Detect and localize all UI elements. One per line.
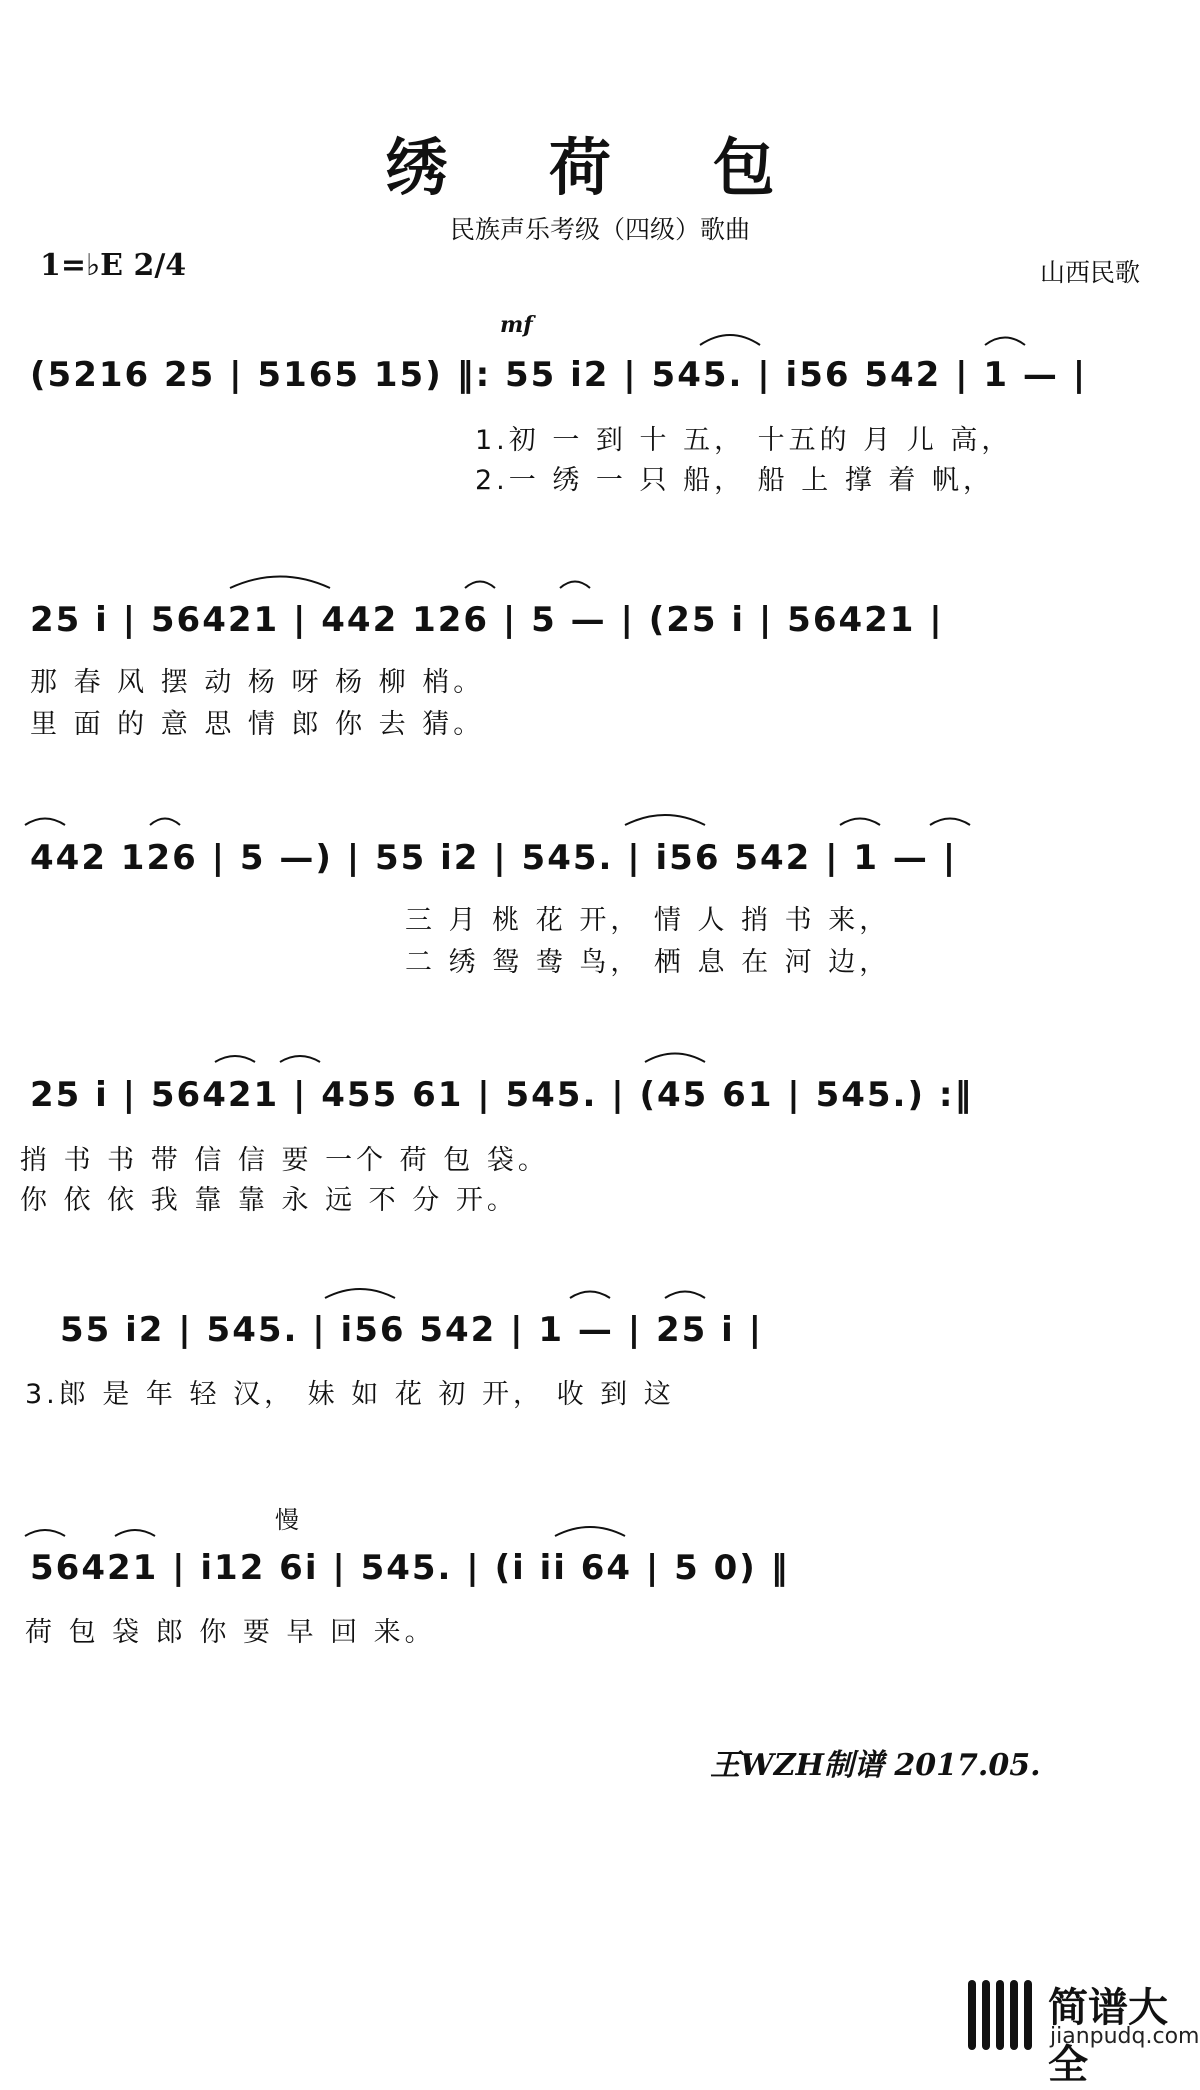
key-signature: 1=♭E 2/4 <box>40 248 187 283</box>
notation-row-3: 442 126 | 5 —) | 55 i2 | 545. | i56 542 | 1 — | <box>30 838 958 878</box>
site-logo <box>968 1972 1200 2088</box>
notation-row-2: 25 i | 56421 | 442 126 | 5 — | (25 i | 56421 | <box>30 600 944 640</box>
notation-row-4: 25 i | 56421 | 455 61 | 545. | (45 61 | 545.) :‖ <box>30 1075 974 1115</box>
lyric-row-1-verse-1: 1.初 一 到 十 五， 十五的 月 儿 高， <box>475 425 1013 456</box>
lyric-row-5-verse-3: 3.郎 是 年 轻 汉， 妹 如 花 初 开， 收 到 这 <box>25 1379 675 1410</box>
piano-keys-icon <box>968 1980 1038 2050</box>
lyric-row-4-verse-1: 捎 书 书 带 信 信 要 一个 荷 包 袋。 <box>20 1145 549 1176</box>
lyric-row-2-verse-1: 那 春 风 摆 动 杨 呀 杨 柳 梢。 <box>30 667 485 698</box>
lyric-row-6-verse-3: 荷 包 袋 郎 你 要 早 回 来。 <box>25 1617 436 1648</box>
dynamic-mark: mf <box>500 312 533 338</box>
lyric-row-3-verse-2: 二 绣 鸳 鸯 鸟， 栖 息 在 河 边， <box>405 947 891 978</box>
tempo-mark: 慢 <box>275 1506 299 1534</box>
lyric-row-4-verse-2: 你 依 依 我 靠 靠 永 远 不 分 开。 <box>20 1185 518 1216</box>
notation-row-6: 56421 | i12 6i | 545. | (i ii 64 | 5 0) ‖ <box>30 1548 790 1588</box>
notation-row-1: (5216 25 | 5165 15) ‖: 55 i2 | 545. | i56 542 | 1 — | <box>30 355 1088 395</box>
lyric-row-2-verse-2: 里 面 的 意 思 情 郎 你 去 猜。 <box>30 709 485 740</box>
transcriber-credit: 王WZH制谱 2017.05. <box>710 1748 1041 1783</box>
lyric-row-1-verse-2: 2.一 绣 一 只 船， 船 上 撑 着 帆， <box>475 465 995 496</box>
composer: 山西民歌 <box>1039 258 1140 287</box>
subtitle: 民族声乐考级（四级）歌曲 <box>449 215 750 244</box>
logo-text: 简谱大全 <box>1048 1985 1168 2088</box>
lyric-row-3-verse-1: 三 月 桃 花 开， 情 人 捎 书 来， <box>405 905 891 936</box>
notation-row-5: 55 i2 | 545. | i56 542 | 1 — | 25 i | <box>60 1310 764 1350</box>
logo-url: jianpudq.com <box>1050 2024 1200 2049</box>
page-title: 绣 荷 包 <box>385 131 815 204</box>
